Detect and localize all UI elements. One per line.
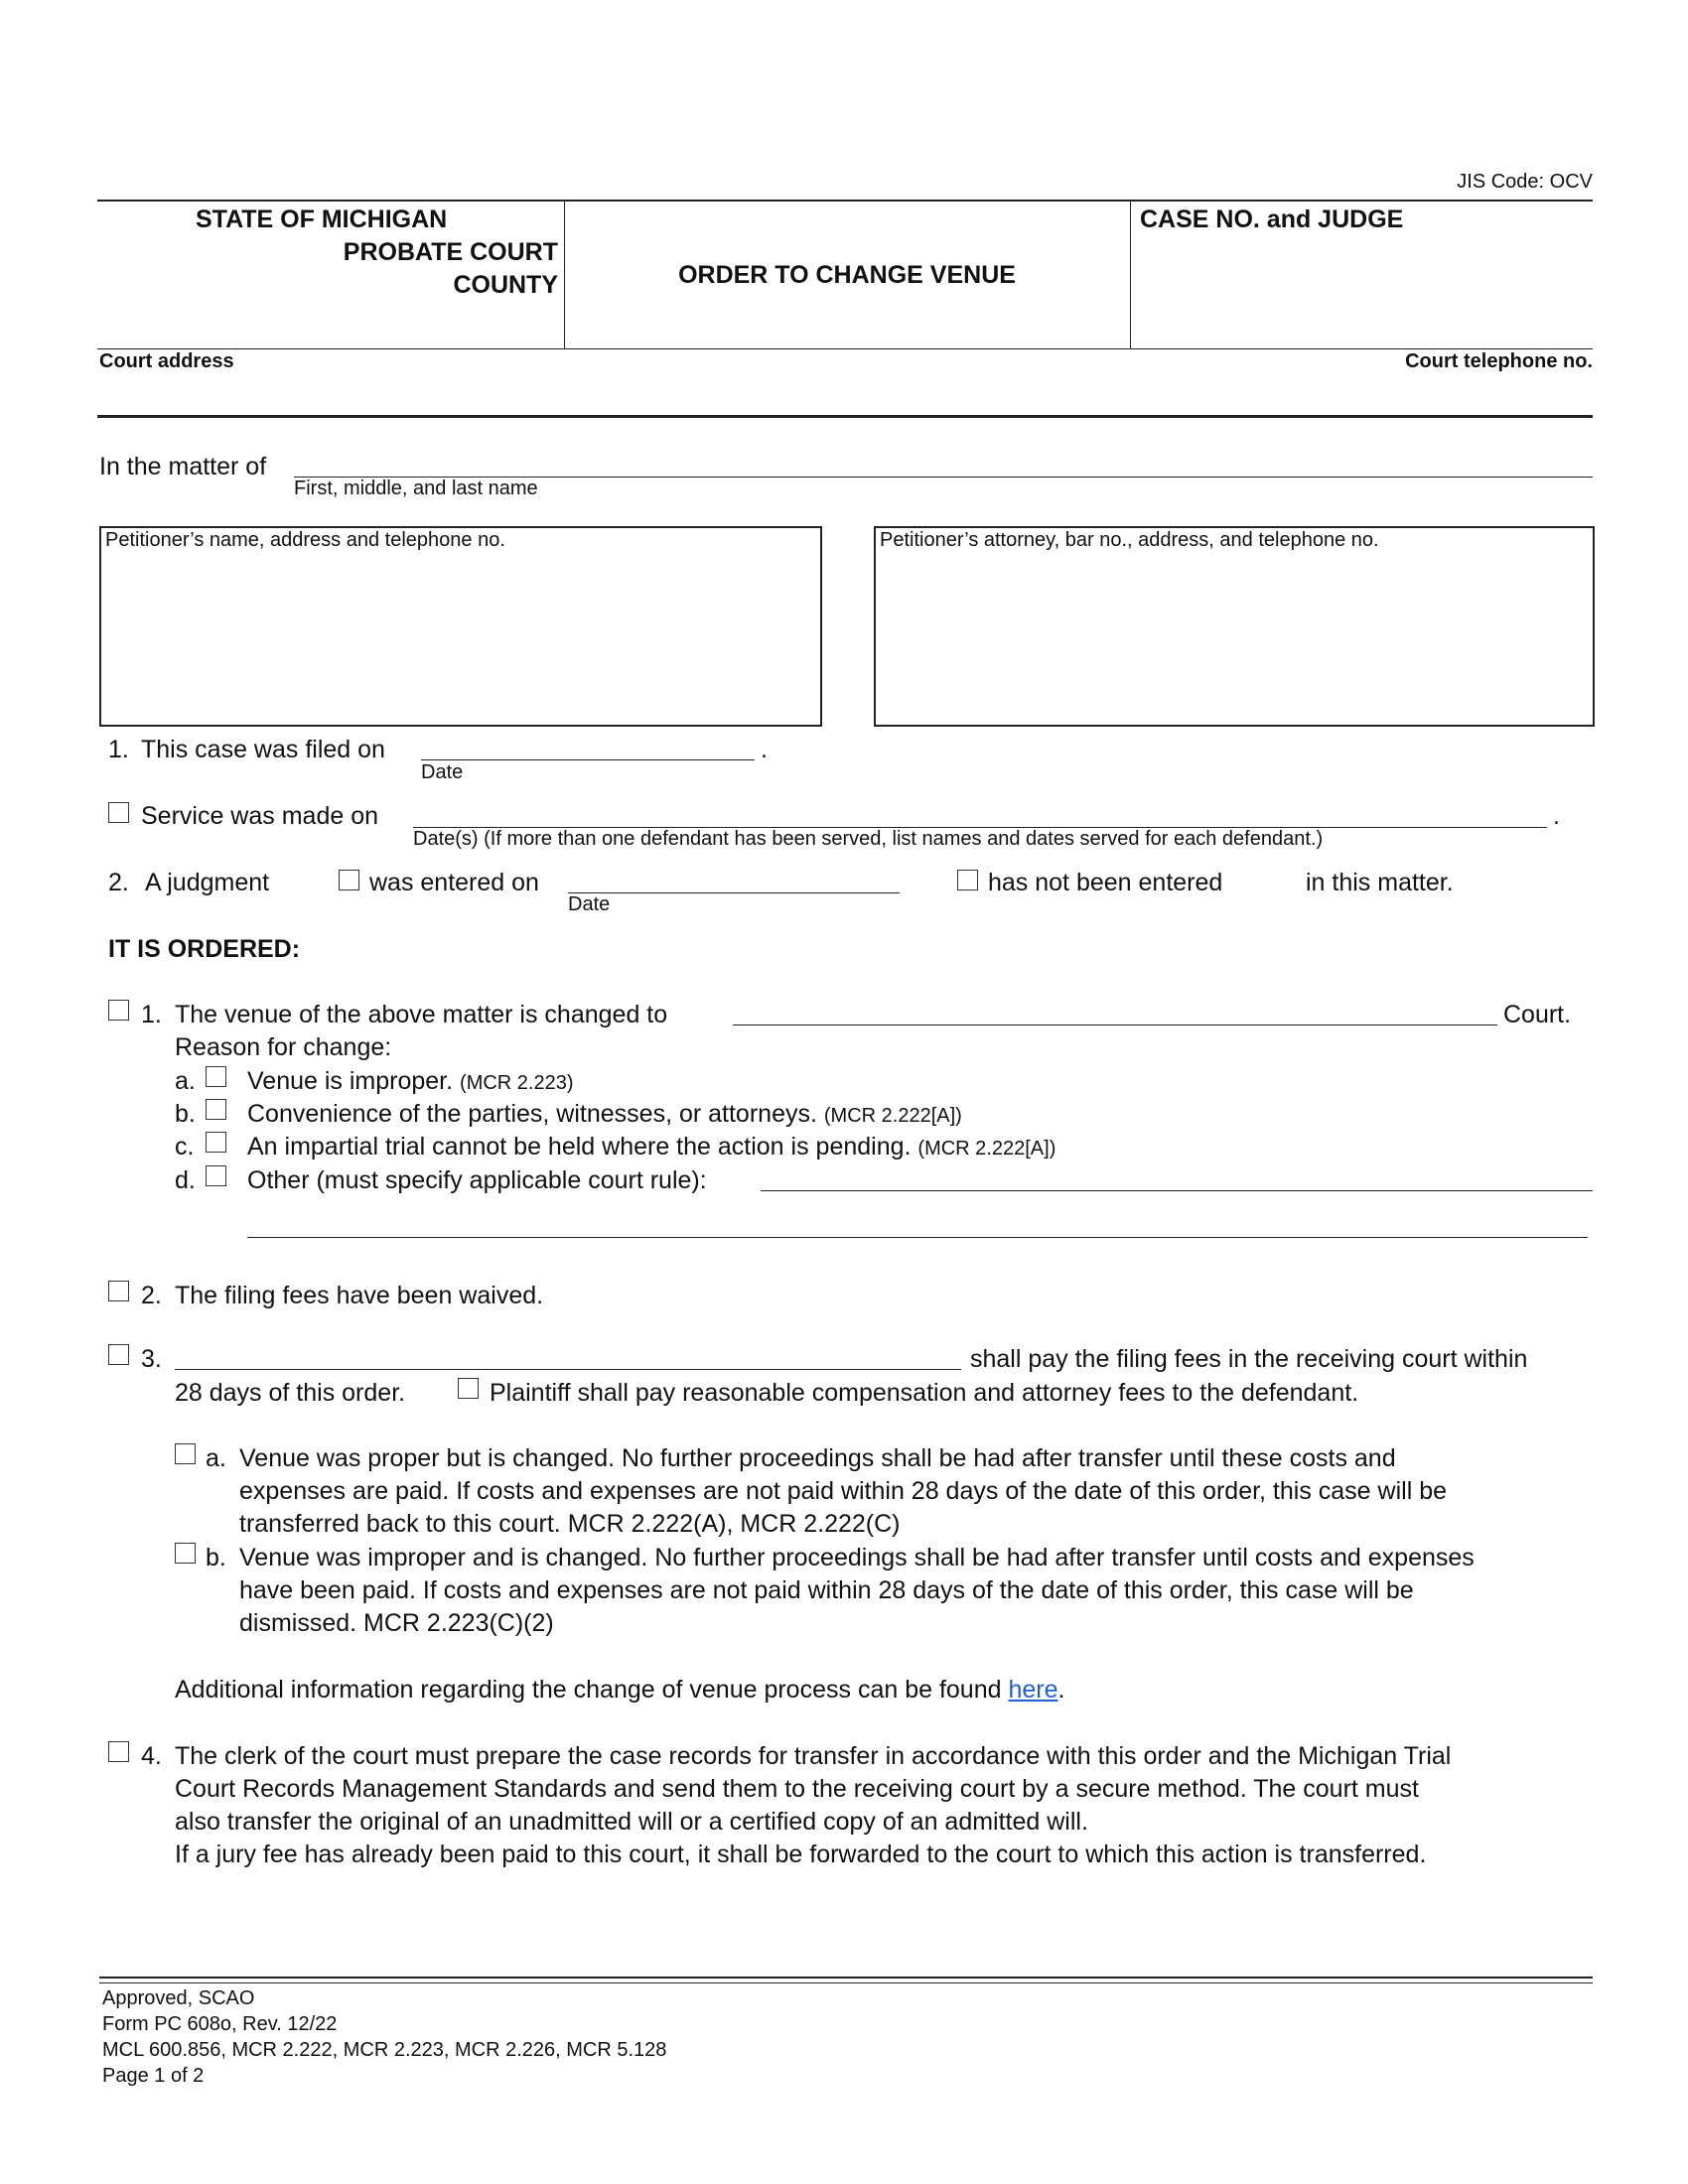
- attorney-box-label: Petitioner’s attorney, bar no., address, and telephone no.: [880, 529, 1379, 551]
- order4-number: 4.: [141, 1742, 162, 1770]
- header-bottom-rule: [97, 348, 1593, 349]
- footer-rule-top: [99, 1977, 1593, 1979]
- order3b-line3: dismissed. MCR 2.223(C)(2): [239, 1609, 554, 1637]
- filed-date-sublabel: Date: [421, 761, 464, 783]
- footer-form-number: Form PC 608o, Rev. 12/22: [102, 2013, 338, 2035]
- case-no-label: CASE NO. and JUDGE: [1140, 205, 1404, 233]
- order2-checkbox[interactable]: [108, 1281, 129, 1301]
- filed-date-field[interactable]: [421, 759, 755, 760]
- judgment-date-sublabel: Date: [568, 893, 611, 915]
- reason-a-checkbox[interactable]: [206, 1066, 226, 1087]
- service-text: Service was made on: [141, 802, 379, 830]
- service-period: .: [1553, 802, 1560, 830]
- item2-text: A judgment: [145, 869, 270, 896]
- plaintiff-pays-checkbox[interactable]: [458, 1378, 479, 1399]
- header-top-rule: [97, 200, 1593, 202]
- judgment-date-field[interactable]: [568, 892, 900, 893]
- footer-references: MCL 600.856, MCR 2.222, MCR 2.223, MCR 2.226, MCR 5.128: [102, 2039, 667, 2061]
- reason-d-letter: d.: [175, 1166, 196, 1194]
- other-rule-field-line2[interactable]: [247, 1237, 1588, 1238]
- order2-number: 2.: [141, 1282, 162, 1309]
- matter-name-sublabel: First, middle, and last name: [294, 478, 538, 499]
- court-telephone-label: Court telephone no.: [1405, 350, 1593, 372]
- reason-c-letter: c.: [175, 1133, 195, 1160]
- order3a-line1: Venue was proper but is changed. No further proceedings shall be had after transfer until these costs and: [239, 1444, 1396, 1472]
- order1-checkbox[interactable]: [108, 1000, 129, 1021]
- order3-number: 3.: [141, 1345, 162, 1373]
- court-label: PROBATE COURT: [343, 238, 558, 266]
- reason-c-checkbox[interactable]: [206, 1132, 226, 1153]
- jis-code: JIS Code: OCV: [1457, 171, 1593, 193]
- judgment-entered-checkbox[interactable]: [339, 870, 359, 890]
- item1-number: 1.: [108, 736, 129, 763]
- matter-label: In the matter of: [99, 453, 267, 480]
- payer-field[interactable]: [175, 1369, 961, 1370]
- order2-text: The filing fees have been waived.: [175, 1282, 544, 1309]
- header-divider-right: [1130, 200, 1131, 349]
- order3b-letter: b.: [206, 1544, 226, 1571]
- item1-period: .: [761, 736, 768, 763]
- item1-text: This case was filed on: [141, 736, 385, 763]
- judgment-not-entered-checkbox[interactable]: [957, 870, 978, 890]
- order3-text1: shall pay the filing fees in the receiving court within: [970, 1345, 1528, 1373]
- additional-info-text: Additional information regarding the change of venue process can be found here.: [175, 1676, 1065, 1704]
- petitioner-box-label: Petitioner’s name, address and telephone no.: [105, 529, 505, 551]
- state-label: STATE OF MICHIGAN: [196, 205, 448, 233]
- order4-line3: also transfer the original of an unadmitted will or a certified copy of an admitted will.: [175, 1808, 1088, 1836]
- reason-a-letter: a.: [175, 1067, 196, 1095]
- receiving-court-field[interactable]: [733, 1024, 1497, 1025]
- order3b-checkbox[interactable]: [175, 1543, 196, 1564]
- other-rule-field[interactable]: [761, 1190, 1593, 1191]
- judgment-entered-label: was entered on: [369, 869, 539, 896]
- order3-text2: 28 days of this order.: [175, 1379, 406, 1407]
- order3a-letter: a.: [206, 1444, 226, 1472]
- plaintiff-pays-text: Plaintiff shall pay reasonable compensation and attorney fees to the defendant.: [490, 1379, 1359, 1407]
- order4-checkbox[interactable]: [108, 1741, 129, 1762]
- footer-rule-bottom: [99, 1982, 1593, 1983]
- reason-d-checkbox[interactable]: [206, 1165, 226, 1186]
- footer-approved: Approved, SCAO: [102, 1987, 255, 2009]
- order3a-line2: expenses are paid. If costs and expenses are not paid within 28 days of the date of this order, this case will be: [239, 1477, 1448, 1505]
- item2-number: 2.: [108, 869, 129, 896]
- venue-info-link[interactable]: here: [1008, 1676, 1058, 1704]
- order4-line2: Court Records Management Standards and send them to the receiving court by a secure method. The court must: [175, 1775, 1419, 1803]
- reason-c-text: An impartial trial cannot be held where the action is pending. (MCR 2.222[A]): [247, 1133, 1056, 1160]
- court-address-label: Court address: [99, 350, 234, 372]
- petitioner-box[interactable]: [99, 526, 822, 727]
- order1-court-label: Court.: [1503, 1001, 1572, 1028]
- reason-a-text: Venue is improper. (MCR 2.223): [247, 1067, 574, 1095]
- order3a-checkbox[interactable]: [175, 1443, 196, 1464]
- order1-text: The venue of the above matter is changed to: [175, 1001, 668, 1028]
- reason-b-checkbox[interactable]: [206, 1099, 226, 1120]
- address-rule: [97, 415, 1593, 418]
- order4-line4: If a jury fee has already been paid to this court, it shall be forwarded to the court to which this action is transferred.: [175, 1841, 1427, 1868]
- item2-tail: in this matter.: [1306, 869, 1454, 896]
- reason-b-text: Convenience of the parties, witnesses, or attorneys. (MCR 2.222[A]): [247, 1100, 962, 1128]
- order3b-line2: have been paid. If costs and expenses are not paid within 28 days of the date of this order, this case will be: [239, 1576, 1414, 1604]
- order3a-line3: transferred back to this court. MCR 2.222(A), MCR 2.222(C): [239, 1510, 901, 1538]
- order3-checkbox[interactable]: [108, 1344, 129, 1365]
- attorney-box[interactable]: [874, 526, 1595, 727]
- footer-page-number: Page 1 of 2: [102, 2065, 205, 2087]
- service-checkbox[interactable]: [108, 802, 129, 823]
- county-label: COUNTY: [453, 271, 558, 299]
- reason-d-text: Other (must specify applicable court rule):: [247, 1166, 707, 1194]
- order3b-line1: Venue was improper and is changed. No further proceedings shall be had after transfer until costs and expenses: [239, 1544, 1475, 1571]
- order4-line1: The clerk of the court must prepare the case records for transfer in accordance with this order and the Michigan Trial: [175, 1742, 1452, 1770]
- judgment-not-entered-label: has not been entered: [988, 869, 1223, 896]
- order1-number: 1.: [141, 1001, 162, 1028]
- reason-b-letter: b.: [175, 1100, 196, 1128]
- reason-label: Reason for change:: [175, 1033, 392, 1061]
- page-title: ORDER TO CHANGE VENUE: [678, 261, 1016, 289]
- ordered-heading: IT IS ORDERED:: [108, 935, 301, 963]
- service-sublabel: Date(s) (If more than one defendant has been served, list names and dates served for each defendant.): [413, 828, 1324, 850]
